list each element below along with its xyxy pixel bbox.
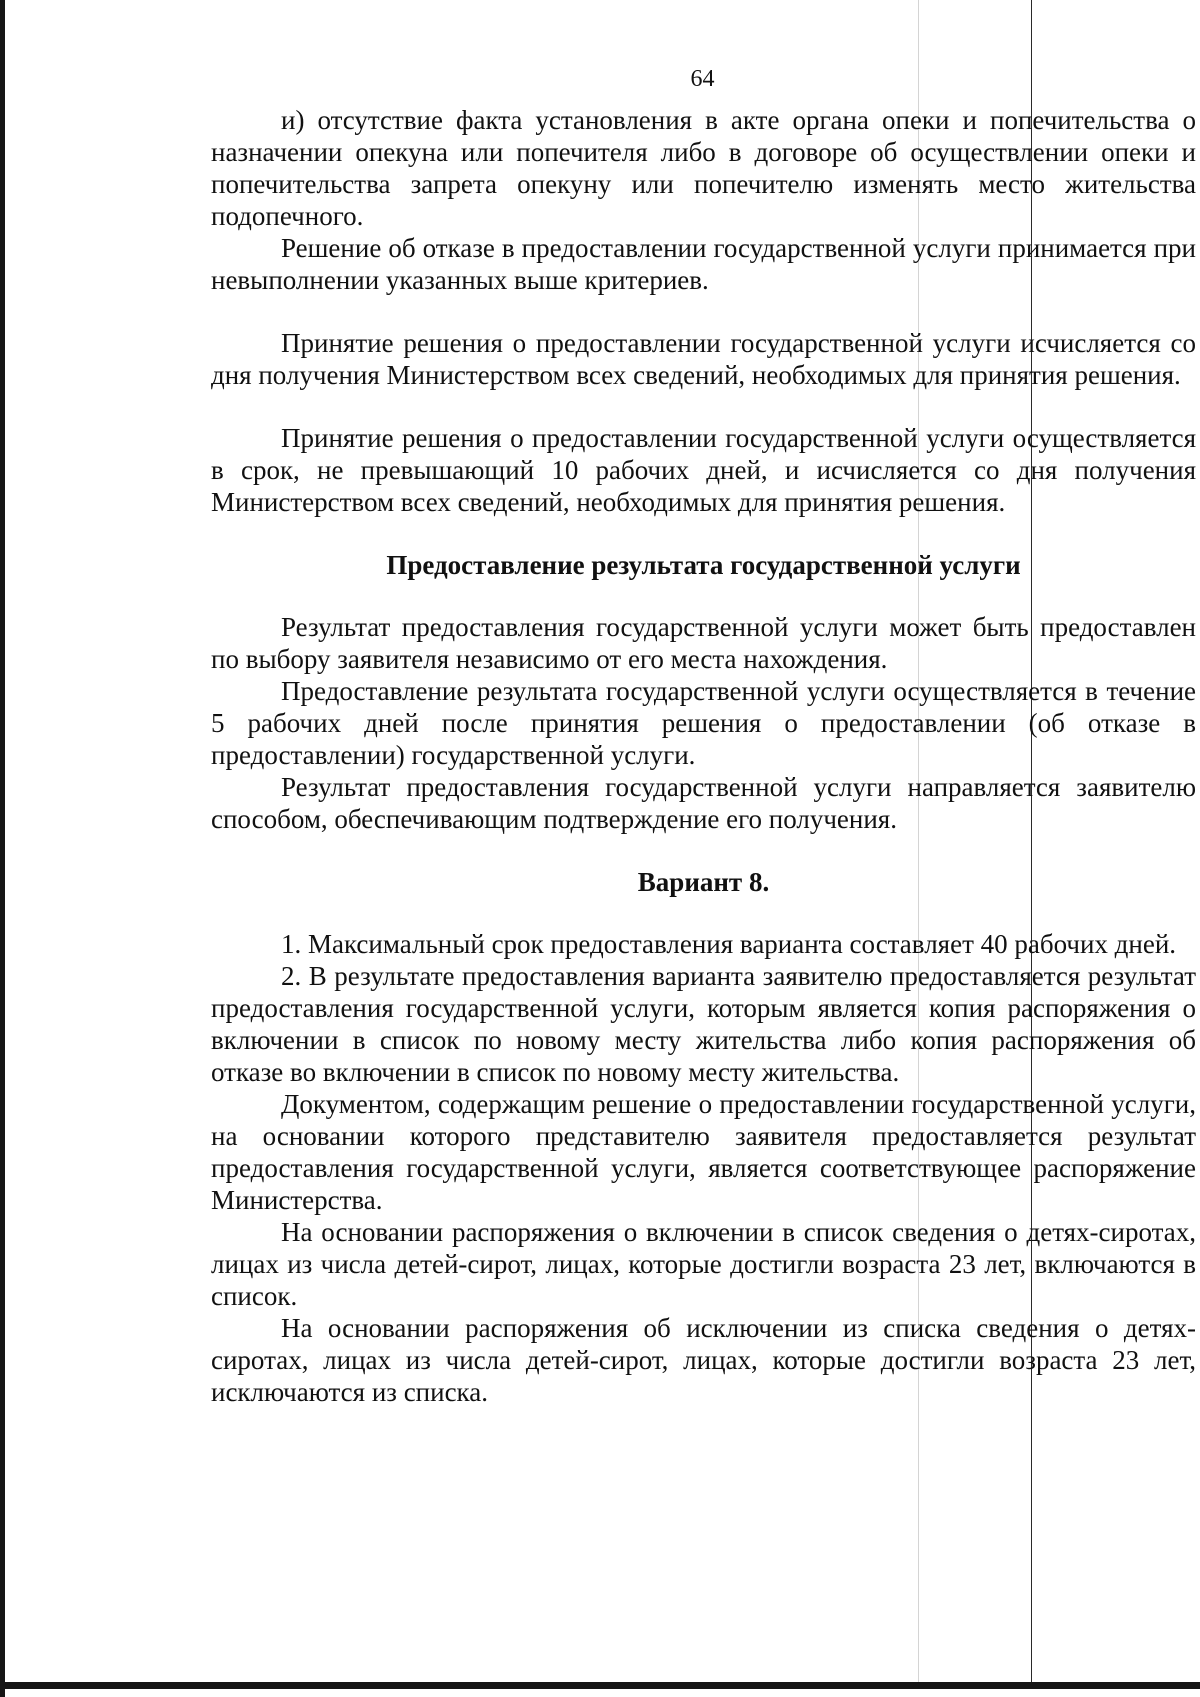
- paragraph: 1. Максимальный срок предоставления варианта составляет 40 рабочих дней.: [281, 929, 1177, 959]
- paragraph: Предоставление результата государственной услуги осуществляется в течение 5 рабочих дней после принятия решения о предоставлении (об отказе в предоставлении) государственной услуги.: [211, 676, 1196, 770]
- paragraph: Принятие решения о предоставлении государственной услуги исчисляется со дня получения Министерством всех сведений, необходимых для принятия решения.: [211, 328, 1196, 390]
- paragraph: и) отсутствие факта установления в акте органа опеки и попечительства о назначении опекуна или попечителя либо в договоре об осуществлении опеки и попечительства запрета опекуну или попечителю изменять место жительства подопечного.: [211, 105, 1196, 231]
- section-heading: Предоставление результата государственной услуги: [386, 550, 1021, 580]
- paragraph: Принятие решения о предоставлении государственной услуги осуществляется в срок, не превышающий 10 рабочих дней, и исчисляется со дня получения Министерством всех сведений, необходимых для принятия решения.: [211, 423, 1196, 517]
- page-number: 64: [690, 66, 715, 92]
- paragraph: Результат предоставления государственной услуги направляется заявителю способом, обеспечивающим подтверждение его получения.: [211, 772, 1196, 834]
- paragraph: На основании распоряжения об исключении из списка сведения о детях-сиротах, лицах из числа детей-сирот, лицах, которые достигли возраста 23 лет, исключаются из списка.: [211, 1313, 1196, 1407]
- paragraph: Решение об отказе в предоставлении государственной услуги принимается при невыполнении указанных выше критериев.: [211, 233, 1196, 295]
- scan-border-left: [0, 0, 5, 1697]
- scan-border-bottom: [0, 1682, 1200, 1689]
- document-body: [211, 104, 1196, 1408]
- paragraph: На основании распоряжения о включении в список сведения о детях-сиротах, лицах из числа детей-сирот, лицах, которые достигли возраста 23 лет, включаются в список.: [211, 1217, 1196, 1311]
- paragraph: Документом, содержащим решение о предоставлении государственной услуги, на основании которого представителю заявителя предоставляется результат предоставления государственной услуги, является соответствующее распоряжение Министерства.: [211, 1089, 1196, 1215]
- paragraph: 2. В результате предоставления варианта заявителю предоставляется результат предоставления государственной услуги, которым является копия распоряжения о включении в список по новому месту жительства либо копия распоряжения об отказе во включении в список по новому месту жительства.: [211, 961, 1196, 1087]
- paragraph: Результат предоставления государственной услуги может быть предоставлен по выбору заявителя независимо от его места нахождения.: [211, 612, 1196, 674]
- section-heading: Вариант 8.: [637, 867, 770, 897]
